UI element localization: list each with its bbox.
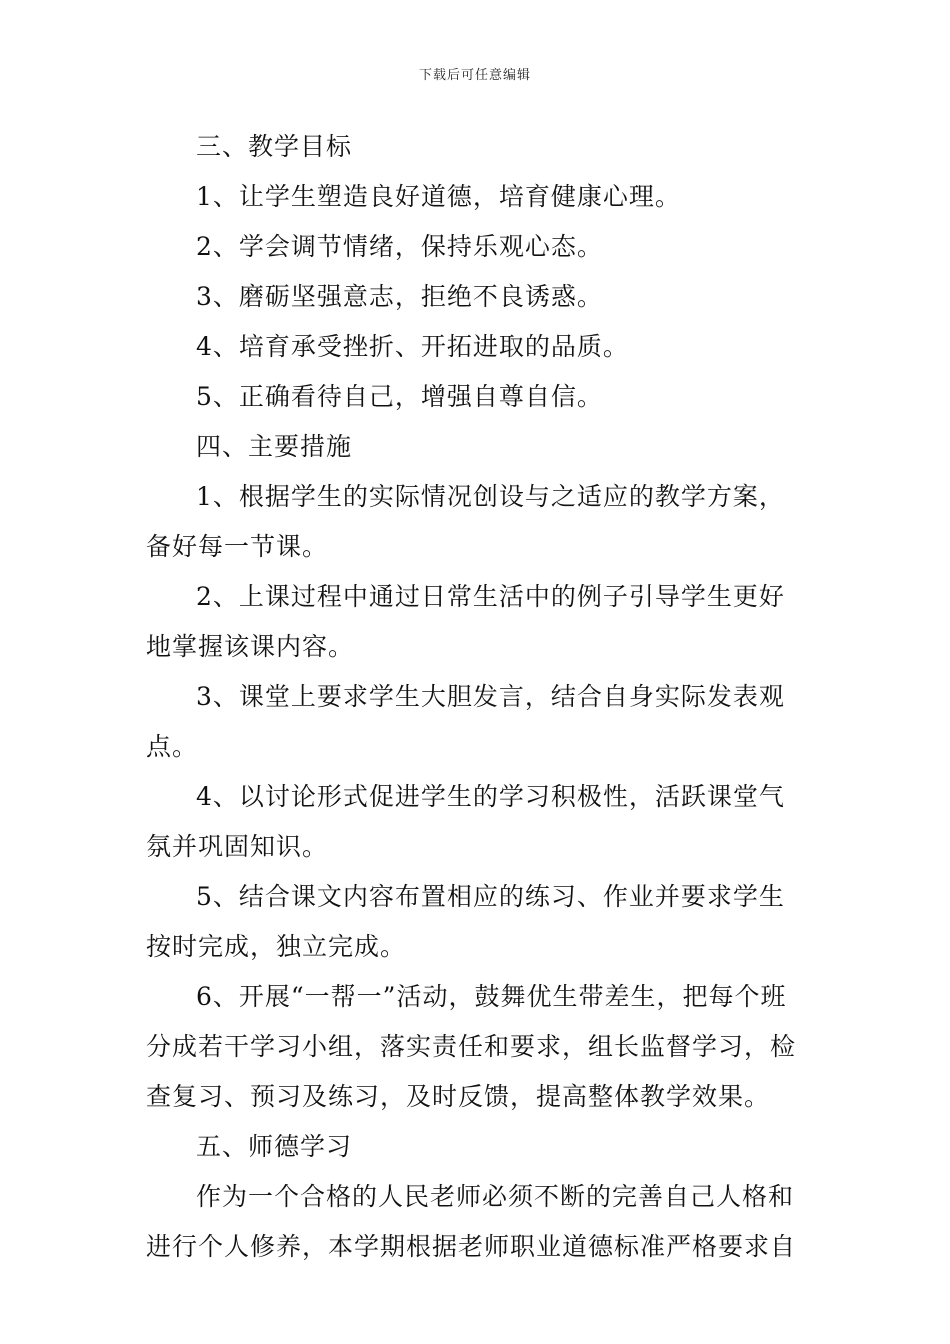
section-heading-main-measures: 四、主要措施 bbox=[196, 432, 353, 461]
measure-item-2: 2、上课过程中通过日常生活中的例子引导学生更好地掌握该课内容。 bbox=[146, 582, 785, 661]
page-header: 下载后可任意编辑 bbox=[418, 68, 531, 83]
measure-item-5: 5、结合课文内容布置相应的练习、作业并要求学生按时完成，独立完成。 bbox=[146, 882, 785, 961]
section-heading-teacher-ethics: 五、师德学习 bbox=[196, 1132, 353, 1161]
goal-item-4: 4、培育承受挫折、开拓进取的品质。 bbox=[196, 332, 629, 361]
goal-item-5: 5、正确看待自己，增强自尊自信。 bbox=[196, 382, 603, 411]
ethics-paragraph: 作为一个合格的人民老师必须不断的完善自己人格和进行个人修养，本学期根据老师职业道德标准严格要求自 bbox=[146, 1182, 797, 1261]
section-heading-teaching-goals: 三、教学目标 bbox=[196, 132, 353, 161]
goal-item-3: 3、磨砺坚强意志，拒绝不良诱惑。 bbox=[196, 282, 603, 311]
measure-item-4: 4、以讨论形式促进学生的学习积极性，活跃课堂气氛并巩固知识。 bbox=[146, 782, 785, 861]
document-body bbox=[146, 122, 810, 1272]
goal-item-2: 2、学会调节情绪，保持乐观心态。 bbox=[196, 232, 603, 261]
measure-item-6: 6、开展“一帮一”活动，鼓舞优生带差生，把每个班分成若干学习小组，落实责任和要求，组长监督学习，检查复习、预习及练习，及时反馈，提高整体教学效果。 bbox=[146, 982, 797, 1111]
measure-item-1: 1、根据学生的实际情况创设与之适应的教学方案，备好每一节课。 bbox=[146, 482, 785, 561]
measure-item-3: 3、课堂上要求学生大胆发言，结合自身实际发表观点。 bbox=[146, 682, 785, 761]
goal-item-1: 1、让学生塑造良好道德，培育健康心理。 bbox=[196, 182, 681, 211]
